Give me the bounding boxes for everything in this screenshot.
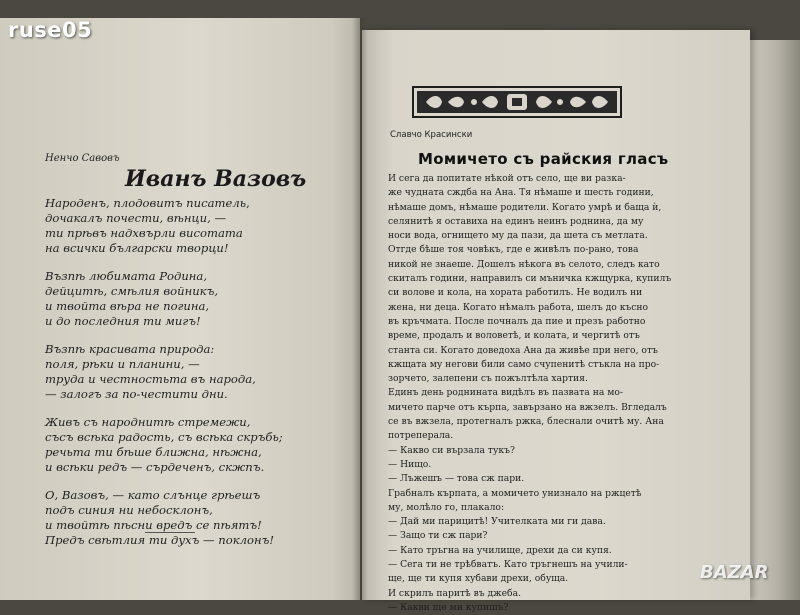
end-divider — [145, 532, 195, 533]
story-line: Отгде бѣше тоя човѣкъ, где е живѣлъ по-рано, това — [388, 244, 639, 256]
poem-line: О, Вазовъ, — като слънце грѣешъ — [45, 488, 261, 502]
story-line: — Като тръгна на училище, дрехи да си купя. — [388, 544, 612, 556]
poem-line: Народенъ, плодовитъ писатель, — [45, 196, 250, 210]
story-line: — Какво си вързала тукъ? — [388, 444, 515, 456]
story-line: — Нищо. — [388, 458, 432, 470]
book-spine-fold — [352, 18, 368, 600]
poem-stanza — [45, 415, 345, 475]
poem-line: на всички български творци! — [45, 241, 229, 255]
story-body — [388, 172, 678, 615]
story-line: зорчето, залепени съ пожълтѣла хартия. — [388, 373, 588, 385]
page-stack-edge — [745, 40, 800, 600]
story-line: — Защо ти сж пари? — [388, 530, 488, 542]
story-line: — Сега ти не трѣбватъ. Като тръгнешъ на учили- — [388, 559, 628, 571]
story-line: — Дай ми парицитѣ! Учителката ми ги дава. — [388, 516, 606, 528]
story-line: скиталъ години, направилъ си мъничка кжщурка, купилъ — [388, 273, 672, 285]
story-line: кжщата му негови били само счупенитѣ стъкла на про- — [388, 358, 660, 370]
watermark-bottom-text: BAZAR — [700, 562, 769, 583]
story-line: носи вода, огнището му да пази, да шета съ метлата. — [388, 230, 648, 242]
story-line: же чудната сждба на Ана. Тя нѣмаше и шесть години, — [388, 187, 654, 199]
poem-line: Предъ свѣтлия ти духъ — поклонъ! — [45, 533, 275, 547]
poem-line: дочакалъ почести, вѣнци, — — [45, 211, 227, 225]
story-line: — Какви ще ми купишъ? — [388, 601, 509, 613]
story-line: И скрилъ паритѣ въ джеба. — [388, 587, 521, 599]
poem-title: Иванъ Вазовъ — [125, 166, 307, 192]
watermark-text: ruse05 — [8, 18, 93, 42]
story-line: се въ вжзела, протегналъ ржка, блеснали очитѣ му. Ана — [388, 416, 664, 428]
story-line: въ кръчмата. После почналъ да пие и презъ работно — [388, 315, 646, 327]
poem-line: подъ синия ни небосклонъ, — [45, 503, 213, 517]
poem-stanza — [45, 269, 345, 329]
story-author: Славчо Красински — [390, 130, 473, 140]
story-line: потреперала. — [388, 430, 454, 442]
poem-line: съсъ всѣка радость, съ всѣка скръбь; — [45, 430, 283, 444]
poem-stanza — [45, 196, 345, 256]
poem-line: речьта ти бѣше ближна, нѣжна, — [45, 445, 262, 459]
story-line: му, молѣло го, плакало: — [388, 501, 505, 513]
poem-line: ти прѣвъ надхвърли висотата — [45, 226, 243, 240]
poem-stanza — [45, 488, 345, 548]
story-line: станта си. Когато доведоха Ана да живѣе при него, отъ — [388, 344, 658, 356]
story-line: И сега да попитате нѣкой отъ село, ще ви разка- — [388, 173, 626, 184]
poem-line: Възпѣ красивата природа: — [45, 342, 215, 356]
story-line: селянитѣ я оставиха на единъ неинъ роднина, да му — [388, 215, 644, 227]
poem-line: и всѣки редъ — сърдеченъ, скжпъ. — [45, 460, 265, 474]
story-title: Момичето съ райския гласъ — [418, 150, 669, 168]
story-line: никой не знаеше. Дошелъ нѣкога въ селото, следъ като — [388, 258, 660, 270]
story-line: — Лъжешъ — това сж пари. — [388, 473, 525, 485]
story-line: жена, ни деца. Когато нѣмалъ работа, шелъ до късно — [388, 301, 649, 313]
poem-line: — залогъ за по-честити дни. — [45, 387, 228, 401]
poem-line: Възпѣ любимата Родина, — [45, 269, 208, 283]
poem-line: поля, рѣки и планини, — — [45, 357, 200, 371]
poem-author: Ненчо Савовъ — [45, 153, 120, 164]
story-line: си волове и кола, на хората работилъ. Не водилъ ни — [388, 287, 643, 299]
poem-line: и твойта вѣра не погина, — [45, 299, 210, 313]
poem-line: Живъ съ народнитѣ стремежи, — [45, 415, 251, 429]
story-line: мичето парче отъ кърпа, завързано на вжзелъ. Вгледалъ — [388, 401, 667, 413]
poem-line: и твойтѣ пѣсни вредъ се пѣятъ! — [45, 518, 262, 532]
poem-stanza — [45, 342, 345, 402]
poem-line: труда и честностьта въ народа, — [45, 372, 256, 386]
story-line: нѣмаше домъ, нѣмаше родители. Когато умрѣ и баща ѝ, — [388, 201, 662, 213]
poem-line: дейцитѣ, смѣлия войникъ, — [45, 284, 219, 298]
story-line: ще, ще ти купя хубави дрехи, обуща. — [388, 573, 569, 585]
story-line: Единъ день роднината видѣлъ въ пазвата на мо- — [388, 387, 623, 399]
story-line: време, продалъ и воловетѣ, и колата, и чергитѣ отъ — [388, 330, 640, 342]
poem-body — [45, 196, 345, 561]
story-line: Грабналъ кърпата, а момичето унизнало на ржцетѣ — [388, 487, 642, 499]
poem-line: и до последния ти мигъ! — [45, 314, 201, 328]
ornament-header-icon — [412, 86, 622, 118]
